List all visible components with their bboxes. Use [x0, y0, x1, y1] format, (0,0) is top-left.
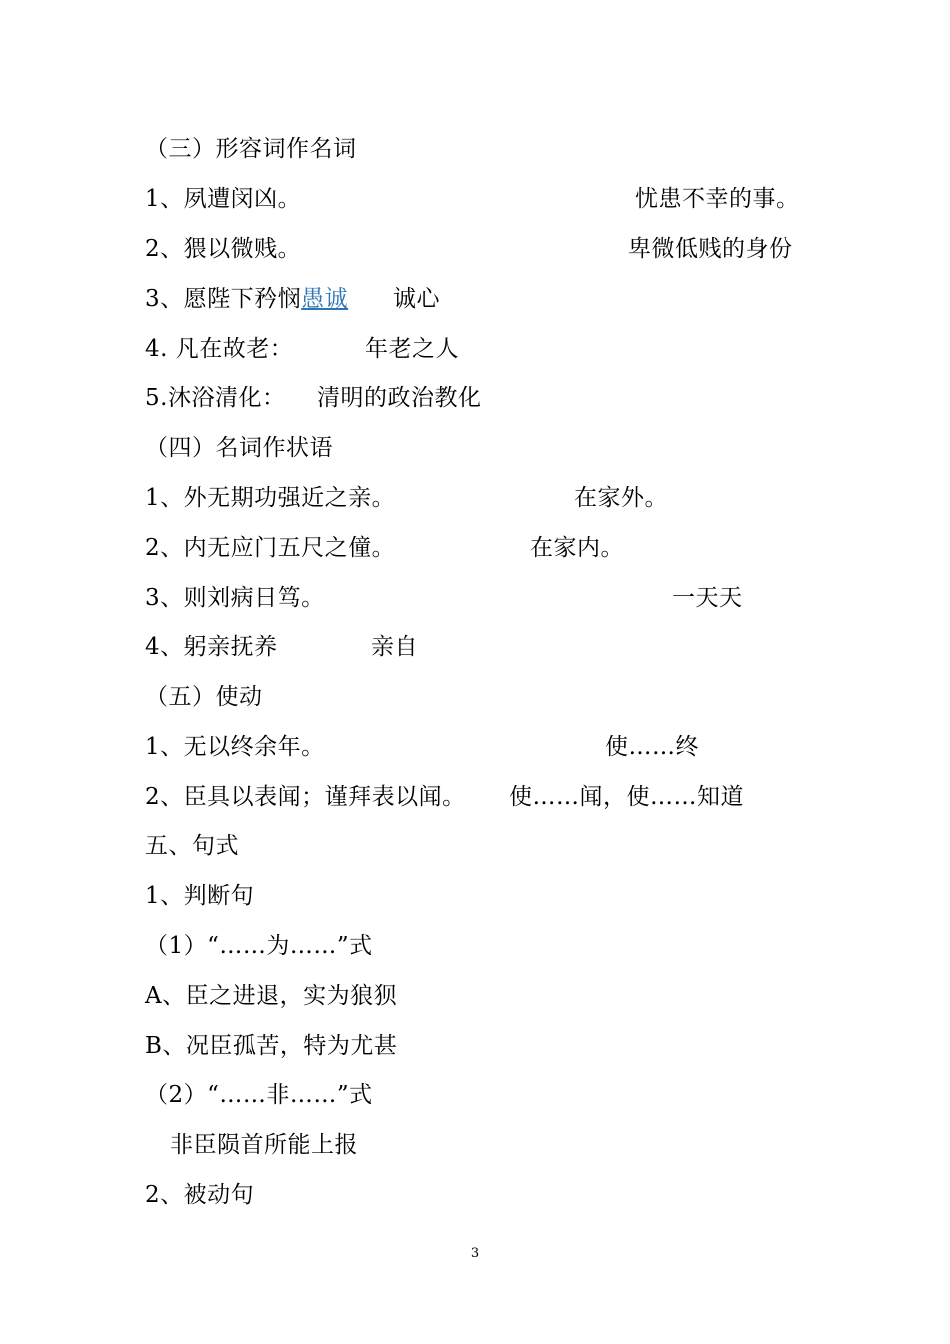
- page-number: 3: [470, 1246, 480, 1261]
- gloss: 忧患不幸的事。: [635, 186, 800, 212]
- list-item: [145, 378, 482, 418]
- list-item: [145, 727, 699, 767]
- sentence: 3、愿陛下矜悯: [145, 286, 302, 312]
- heading-causative: （五）使动: [145, 684, 263, 710]
- sentence: 2、猥以微贱。: [145, 236, 302, 262]
- gloss: 在家外。: [574, 485, 668, 511]
- gloss: 使……终: [605, 734, 699, 760]
- list-item: [145, 329, 459, 369]
- sentence: 4、躬亲抚养: [145, 634, 278, 660]
- list-item: [145, 229, 793, 269]
- list-item: [145, 578, 743, 618]
- heading-noun-as-adverbial: （四）名词作状语: [145, 435, 333, 461]
- list-item: [145, 627, 418, 667]
- list-item: [145, 179, 800, 219]
- sentence: 1、夙遭闵凶。: [145, 186, 302, 212]
- gloss: 亲自: [371, 634, 418, 660]
- gloss: 卑微低贱的身份: [628, 236, 793, 262]
- sentence: 1、无以终余年。: [145, 734, 325, 760]
- subheading-wei-pattern: （1）“……为……”式: [145, 933, 373, 959]
- gloss: 在家内。: [530, 535, 624, 561]
- list-item: [145, 528, 624, 568]
- sentence: 2、臣具以表闻；谨拜表以闻。: [145, 784, 466, 810]
- gloss: 诚心: [393, 286, 440, 312]
- heading-sentence-patterns: 五、句式: [145, 833, 239, 859]
- sentence: 2、内无应门五尺之僮。: [145, 535, 396, 561]
- gloss: 年老之人: [365, 336, 459, 362]
- gloss: 清明的政治教化: [317, 385, 482, 411]
- example-b: B、况臣孤苦，特为尤甚: [145, 1033, 398, 1059]
- heading-adjective-as-noun: （三）形容词作名词: [145, 136, 357, 162]
- heading-judgment-sentence: 1、判断句: [145, 883, 255, 909]
- example-a: A、臣之进退，实为狼狈: [145, 983, 398, 1009]
- list-item: [145, 478, 668, 518]
- sentence: 3、则刘病日笃。: [145, 585, 325, 611]
- gloss: 使……闻，使……知道: [509, 784, 744, 810]
- subheading-fei-pattern: （2）“……非……”式: [145, 1082, 373, 1108]
- list-item: [145, 279, 440, 319]
- heading-passive-sentence: 2、被动句: [145, 1182, 255, 1208]
- example-fei: 非臣陨首所能上报: [170, 1132, 358, 1158]
- gloss: 一天天: [672, 585, 743, 611]
- sentence: 1、外无期功强近之亲。: [145, 485, 396, 511]
- list-item: [145, 777, 744, 817]
- sentence: 4. 凡在故老：: [145, 336, 294, 362]
- sentence: 5.沐浴清化：: [145, 385, 286, 411]
- hyperlink-yucheng[interactable]: 愚诚: [301, 286, 349, 312]
